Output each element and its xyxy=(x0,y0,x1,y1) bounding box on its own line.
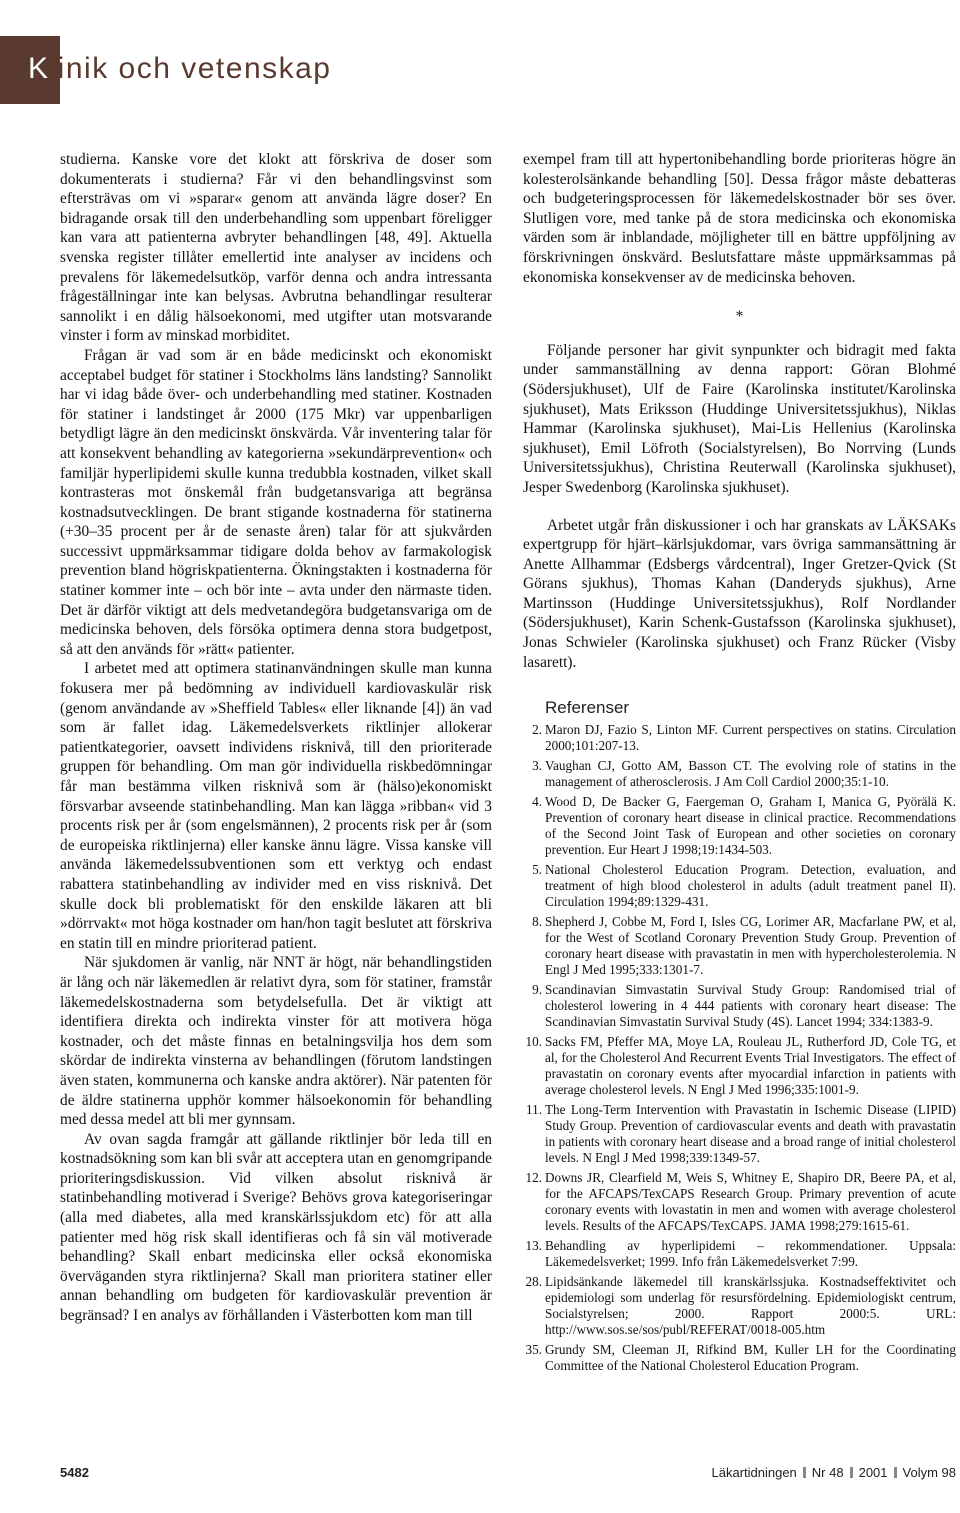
separator xyxy=(803,1467,806,1478)
reference-number: 12. xyxy=(525,1169,542,1185)
reference-item xyxy=(523,1102,956,1166)
references-list xyxy=(523,722,956,1374)
paragraph: exempel fram till att hypertonibehandling borde prioriteras högre än kolesterolsänkande behandling [50]. Dessa frågor måste debatteras och budgeteringsprocessen för läkemedelskostnader bör ses över. Slutligen vore, med tanke på de stora medicinska och ekonomiska värden som är inblandade, möjligheter till en bättre uppföljning av förskrivningen önskvärd. Beslutsfattare måste uppmärksammas på ekonomiska konsekvenser av de medicinska behoven. xyxy=(523,151,956,286)
reference-item xyxy=(523,722,956,754)
section-title xyxy=(28,52,332,86)
paragraph: I arbetet med att optimera statinanvändningen skulle man kunna fokusera mer på bedömning av individuell kardiovaskulär risk (genom användande av »Sheffield Tables« eller liknande [4]) än vad som är fallet idag. Läkemedelsverkets riktlinjer allokerar patientkategorier, oavsett individens risknivå, till den prioriterade gruppen för behandling. Om man gör individuella riskbedömningar får man bestämma vilken risknivå som är (hälso)ekonomiskt försvarbar avseende statinbehandling. Man kan lägga »ribban« vid 3 procents risk per år (som engelsmännen), 2 procents risk per år (som de europeiska riktlinjerna) eller kanske ännu lägre. Vissa kanske vill använda läkemedelssubventionen som ett verktyg och endast rabattera statinbehandling av individer med en viss risknivå. Det skulle dock bli problematiskt för den enskilde läkaren att bli »dörrvakt« mot höga kostnader om han/hon tagit beslutet att förskriva en statin till en mindre prioriterad patient. xyxy=(60,660,492,952)
page-footer xyxy=(60,1465,956,1485)
left-column xyxy=(60,150,492,1326)
reference-text: Scandinavian Simvastatin Survival Study Group: Randomised trial of cholesterol lowering in 4 444 patients with coronary heart disease: The Scandinavian Simvastatin Survival Study (4S). Lancet 1994; 334:1383-9. xyxy=(545,981,956,1029)
reference-item xyxy=(523,758,956,790)
paragraph: Av ovan sagda framgår att gällande riktlinjer bör leda till en kostnadsökning som kan bli svår att acceptera utan en genomgripande prioriteringsdiskussion. Vid vilken absolut risknivå är statinbehandling motiverad i Sverige? Behövs grova kategoriseringar (alla med diabetes, alla med kranskärlssjukdom etc) för att alla patienter med hög risk skall identifieras och få sin väl motiverade behandling? Skall enbart medicinska eller också ekonomiska överväganden styra riktlinjerna? Skall man prioritera statiner eller annan behandling om budgeten för kardiovaskulär prevention är begränsad? I en analys av förhållanden i Västerbotten kom man till xyxy=(60,1130,492,1325)
reference-item xyxy=(523,794,956,858)
reference-number: 9. xyxy=(532,981,542,997)
reference-text: Wood D, De Backer G, Faergeman O, Graham I, Manica G, Pyörälä K. Prevention of coronary heart disease in clinical practice. Recommendations of the Second Joint Task of European and other societies on coronary prevention. Eur Heart J 1998;19:1434-503. xyxy=(545,793,956,857)
acknowledgements-review: Arbetet utgår från diskussioner i och har granskats av LÄKSAKs expertgrupp för hjärt–kärlsjukdomar, vars övriga sammansättning är Anette Allhammar (Edsbergs vårdcentral), Inger Gretzer-Qvick (St Görans sjukhus), Thomas Kahan (Danderyds sjukhus), Arne Martinsson (Huddinge Universitetssjukhus), Rolf Nordlander (Södersjukhuset), Karin Schenk-Gustafsson (Karolinska sjukhuset), Jonas Schwieler (Karolinska sjukhuset) och Franz Rücker (Visby lasarett). xyxy=(523,516,956,671)
reference-text: Vaughan CJ, Gotto AM, Basson CT. The evolving role of statins in the management of atherosclerosis. J Am Coll Cardiol 2000;35:1-10. xyxy=(545,757,956,789)
reference-text: Downs JR, Clearfield M, Weis S, Whitney E, Shapiro DR, Beere PA, et al, for the AFCAPS/TexCAPS Research Group. Primary prevention of acute coronary events with lovastatin in men and women with average cholesterol levels. Results of the AFCAPS/TexCAPS. JAMA 1998;279:1615-61. xyxy=(545,1169,956,1233)
separator xyxy=(894,1467,897,1478)
reference-text: Lipidsänkande läkemedel till kranskärlssjuka. Kostnadseffektivitet och epidemiologi som underlag för resursfördelning. Epidemiologiskt centrum, Socialstyrelsen; 2000. Rapport 2000:5. URL: http://www.sos.se/sos/publ/REFERAT/0018-005.htm xyxy=(545,1273,956,1337)
paragraph: studierna. Kanske vore det klokt att förskriva de doser som dokumenterats i studierna? Får vi den behandlingsvinst som eftersträvas om vi »sparar« genom att använda lägre doser? En bidragande orsak till den underbehandling som uppenbart föreligger kan vara att patienterna avbryter behandlingen [48, 49]. Aktuella svenska register tillåter emellertid inte analyser av incidens och prevalens för läkemedelsutköp, varför denna och andra intressanta frågeställningar inte kan belysas. Avbrutna behandlingar resulterar sannolikt i en dålig hälsoekonomi, med utgifter utan motsvarande vinster i form av minskad morbiditet. xyxy=(60,151,492,345)
reference-number: 8. xyxy=(532,913,542,929)
reference-number: 10. xyxy=(525,1033,542,1049)
reference-text: Behandling av hyperlipidemi – rekommendationer. Uppsala: Läkemedelsverket; 1999. Info från Läkemedelsverket 7:99. xyxy=(545,1237,956,1269)
reference-text: Grundy SM, Cleeman JI, Rifkind BM, Kuller LH for the Coordinating Committee of the National Cholesterol Education Program. xyxy=(545,1341,956,1373)
journal-info xyxy=(712,1465,957,1480)
reference-number: 3. xyxy=(532,757,542,773)
journal-volume: Volym 98 xyxy=(902,1465,956,1480)
references-heading: Referenser xyxy=(545,698,630,718)
reference-number: 11. xyxy=(526,1101,542,1117)
separator xyxy=(850,1467,853,1478)
reference-number: 4. xyxy=(532,793,542,809)
reference-text: Sacks FM, Pfeffer MA, Moye LA, Rouleau JL, Rutherford JD, Cole TG, et al, for the Cholesterol And Recurrent Events Trial Investigators. The effect of pravastatin on coronary events after myocardial infarction in patients with average cholesterol levels. N Engl J Med 1996;335:1001-9. xyxy=(545,1033,956,1097)
journal-year: 2001 xyxy=(858,1465,888,1480)
right-column xyxy=(523,150,956,1378)
reference-item xyxy=(523,914,956,978)
reference-number: 35. xyxy=(525,1341,542,1357)
paragraph: När sjukdomen är vanlig, när NNT är högt, när behandlingstiden är lång och när läkemedlen är relativt dyra, som för statiner, framstår läkemedelskostnaderna som betydelsefulla. Det är viktigt att identifiera direkta och indirekta vinster för att motivera höga kostnader, och det måste finnas en betalningsvilja hos dem som skördar de indirekta vinsterna av behandlingen (förutom landstingen även staten, kommunerna och kanske andra aktörer). När patenten för de äldre statinerna upphör kommer hälsoekonomin för behandling med dessa medel att bli mer gynnsam. xyxy=(60,954,492,1129)
reference-number: 2. xyxy=(532,721,542,737)
journal-issue: Nr 48 xyxy=(811,1465,844,1480)
reference-item xyxy=(523,1034,956,1098)
section-divider: * xyxy=(735,308,744,326)
reference-item xyxy=(523,1342,956,1374)
section-title-rest: linik och vetenskap xyxy=(49,52,332,85)
reference-item xyxy=(523,862,956,910)
reference-item xyxy=(523,1274,956,1338)
paragraph: Frågan är vad som är en både medicinskt och ekonomiskt acceptabel budget för statiner i Stockholms läns landsting? Sannolikt har vi idag både över- och underbehandling med statiner. Kostnaden för statiner i landstinget år 2000 (175 Mkr) var uppenbarligen betydligt lägre än den medicinskt önskvärda. Vår inventering talar för att konsekvent behandling av kategorierna »sekundärprevention« och familjär hyperlipidemi skulle kunna tredubbla kostnaden, vilket skall kontrasteras mot önskemål från budgetansvariga att begränsa kostnadsutvecklingen. De brant stigande kostnaderna för statinerna (+30–35 procent per år de senaste åren) talar för att sjukvården successivt uppmärksammar tidigare dolda behov av farmakologisk prevention bland högriskpatienterna. Ökningstakten i kostnaderna för statiner kommer inte – och bör inte – avta under den närmaste tiden. Det är därför viktigt att dels medvetandegöra budgetansvariga om de medicinska behoven, dels försöka optimera denna stora budgetpost, så att den används för »rätt« patienter. xyxy=(60,346,492,658)
reference-number: 5. xyxy=(532,861,542,877)
reference-number: 13. xyxy=(525,1237,542,1253)
acknowledgements: Följande personer har givit synpunkter och bidragit med fakta under sammanställning av denna rapport: Göran Blohmé (Södersjukhuset), Ulf de Faire (Karolinska institutet/Karolinska sjukhuset), Mats Eriksson (Huddinge Universitetssjukhus), Niklas Hammar (Karolinska sjukhuset), Mai-Lis Hellenius (Karolinska sjukhuset), Emil Löfroth (Socialstyrelsen), Bo Norrving (Lunds Universitetssjukhus), Christina Reuterwall (Karolinska sjukhuset), Jesper Swedenborg (Karolinska sjukhuset). xyxy=(523,341,956,496)
page-number: 5482 xyxy=(60,1465,89,1480)
reference-item xyxy=(523,982,956,1030)
reference-item xyxy=(523,1170,956,1234)
reference-number: 28. xyxy=(525,1273,542,1289)
journal-name: Läkartidningen xyxy=(711,1465,797,1480)
section-title-initial: K xyxy=(28,52,50,85)
page-header xyxy=(0,0,960,108)
reference-text: The Long-Term Intervention with Pravastatin in Ischemic Disease (LIPID) Study Group. Prevention of cardiovascular events and death with pravastatin in patients with coronary heart disease and a broad range of initial cholesterol levels. N Engl J Med 1998;339:1349-57. xyxy=(545,1101,956,1165)
reference-text: National Cholesterol Education Program. Detection, evaluation, and treatment of high blood cholesterol in adults (adult treatment panel II). Circulation 1994;89:1329-431. xyxy=(545,861,956,909)
reference-text: Shepherd J, Cobbe M, Ford I, Isles CG, Lorimer AR, Macfarlane PW, et al, for the West of Scotland Coronary Prevention Study Group. Prevention of coronary heart disease with pravastatin in men with hypercholesterolemia. N Engl J Med 1995;333:1301-7. xyxy=(545,913,956,977)
reference-text: Maron DJ, Fazio S, Linton MF. Current perspectives on statins. Circulation 2000;101:207-13. xyxy=(545,721,956,753)
reference-item xyxy=(523,1238,956,1270)
